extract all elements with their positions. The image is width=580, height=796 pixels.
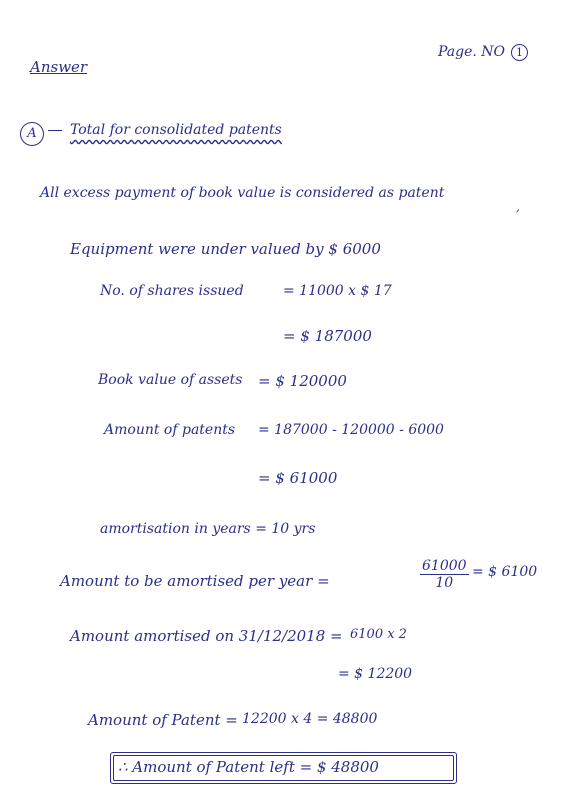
shares-calc: = 11000 x $ 17 xyxy=(283,283,392,299)
book-value-amount: = $ 120000 xyxy=(258,372,347,390)
stray-comma: , xyxy=(516,200,520,214)
per-year-fraction xyxy=(420,558,469,591)
fraction-numerator: 61000 xyxy=(422,558,467,574)
page-no-text: Page. NO xyxy=(438,44,506,60)
part-a-marker: A xyxy=(20,122,44,146)
patents-result: = $ 61000 xyxy=(258,469,338,487)
shares-result: = $ 187000 xyxy=(283,327,372,345)
patents-label: Amount of patents xyxy=(104,422,236,438)
patent-amount-label: Amount of Patent = xyxy=(88,711,238,729)
final-answer-text: ∴ Amount of Patent left = $ 48800 xyxy=(118,758,379,776)
page-number-label xyxy=(438,44,528,61)
fraction-denominator: 10 xyxy=(435,575,454,591)
amortised-result: = $ 12200 xyxy=(338,666,413,682)
answer-heading: Answer xyxy=(30,58,88,76)
patent-amount-value: 12200 x 4 = 48800 xyxy=(242,711,378,727)
amortised-label: Amount amortised on 31/12/2018 = xyxy=(70,627,343,645)
statement-line: All excess payment of book value is considered as patent xyxy=(40,185,445,201)
book-value-label: Book value of assets xyxy=(98,372,243,388)
part-dash xyxy=(48,130,62,131)
part-a-title: Total for consolidated patents xyxy=(70,122,282,138)
amortised-calc: 6100 x 2 xyxy=(350,627,407,642)
patents-calc: = 187000 - 120000 - 6000 xyxy=(258,422,444,438)
page-number-circle: 1 xyxy=(511,44,528,61)
amortisation-years-line: amortisation in years = 10 yrs xyxy=(100,521,316,537)
per-year-label: Amount to be amortised per year = xyxy=(60,572,330,590)
equipment-line: Equipment were under valued by $ 6000 xyxy=(70,240,381,258)
per-year-result: = $ 6100 xyxy=(472,564,538,580)
shares-label: No. of shares issued xyxy=(100,283,244,299)
